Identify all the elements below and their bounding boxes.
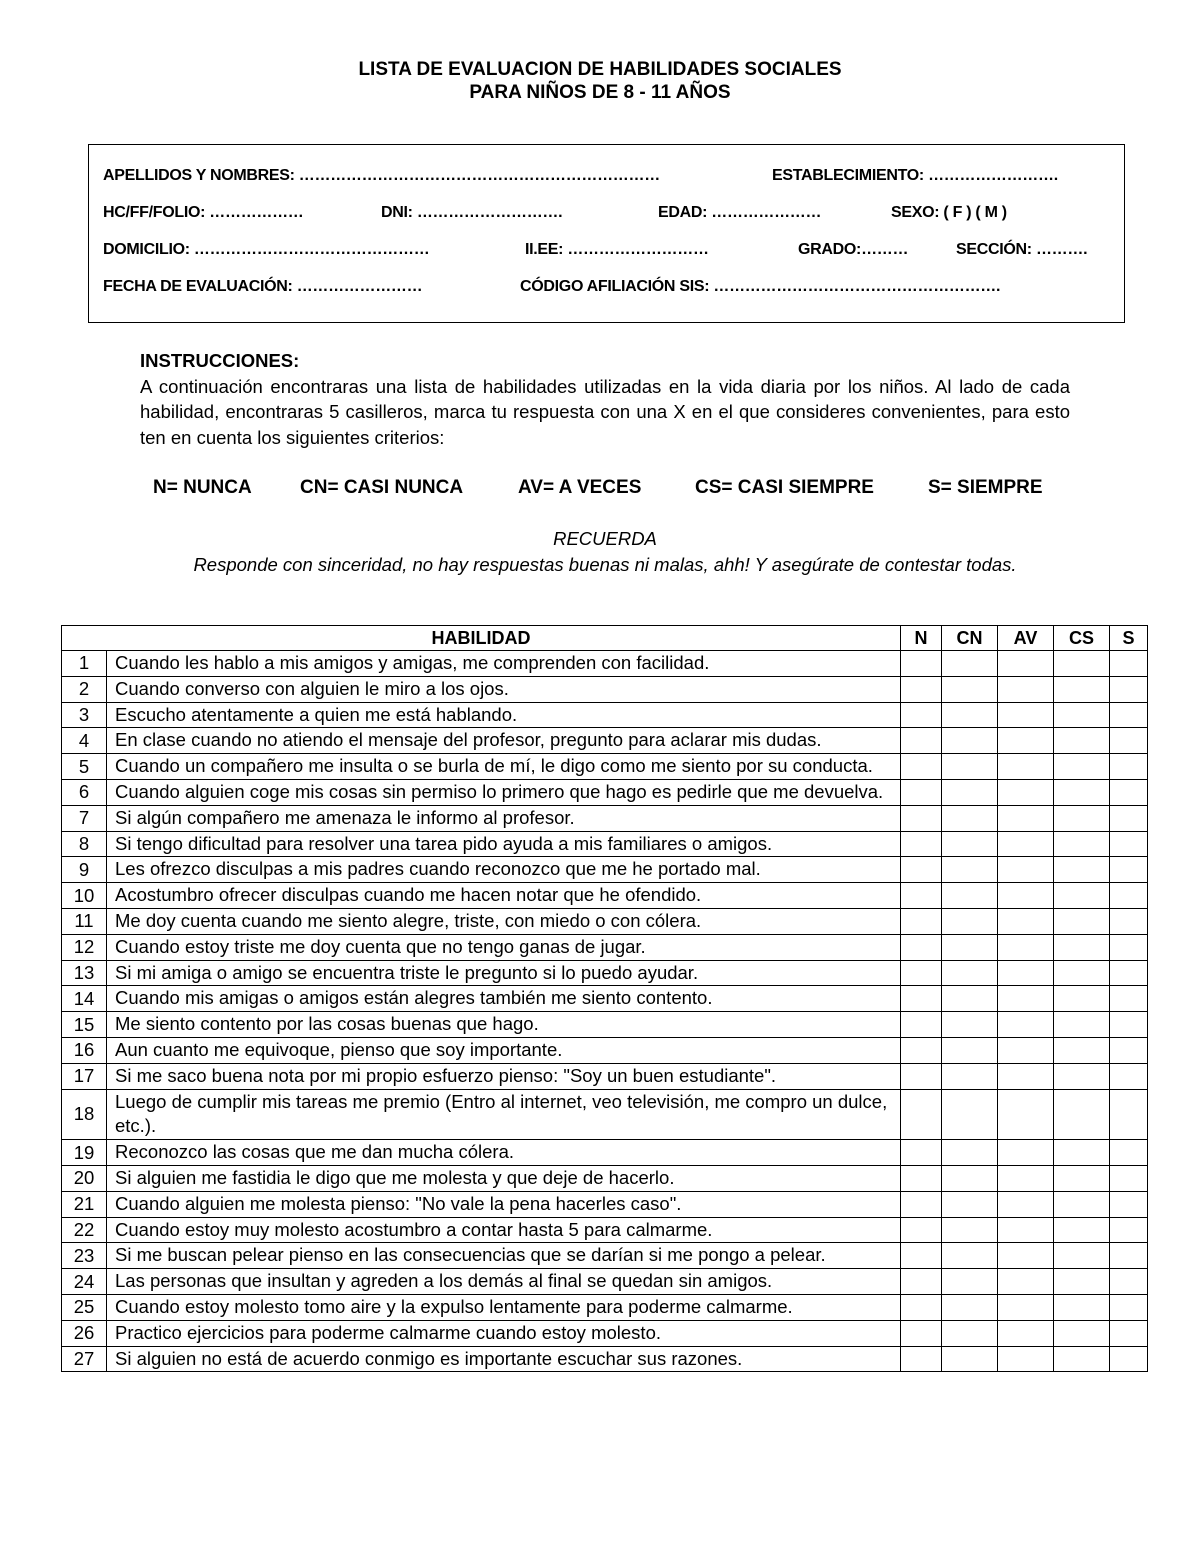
table-row — [62, 805, 1148, 831]
answer-cell-av[interactable] — [998, 1346, 1054, 1372]
header-s: S — [1110, 626, 1148, 651]
table-row — [62, 651, 1148, 677]
answer-cell-n[interactable] — [901, 883, 942, 909]
skill-text: Si me buscan pelear pienso en las consecuencias que se darían si me pongo a pelear. — [107, 1243, 901, 1269]
table-row — [62, 1294, 1148, 1320]
answer-cell-n[interactable] — [901, 1089, 942, 1140]
answer-cell-av[interactable] — [998, 1269, 1054, 1295]
answer-cell-s[interactable] — [1110, 1140, 1148, 1166]
answer-cell-n[interactable] — [901, 702, 942, 728]
answer-cell-cn[interactable] — [942, 857, 998, 883]
answer-cell-cn[interactable] — [942, 831, 998, 857]
skill-text: Si tengo dificultad para resolver una tarea pido ayuda a mis familiares o amigos. — [107, 831, 901, 857]
answer-cell-s[interactable] — [1110, 934, 1148, 960]
header-n: N — [901, 626, 942, 651]
table-row — [62, 779, 1148, 805]
skill-text: Practico ejercicios para poderme calmarme cuando estoy molesto. — [107, 1320, 901, 1346]
row-number: 20 — [62, 1165, 107, 1191]
answer-cell-cs[interactable] — [1054, 960, 1110, 986]
answer-cell-n[interactable] — [901, 1165, 942, 1191]
answer-cell-cn[interactable] — [942, 1294, 998, 1320]
row-number: 7 — [62, 805, 107, 831]
answer-cell-s[interactable] — [1110, 1191, 1148, 1217]
answer-cell-cs[interactable] — [1054, 1140, 1110, 1166]
row-number: 6 — [62, 779, 107, 805]
answer-cell-av[interactable] — [998, 908, 1054, 934]
answer-cell-s[interactable] — [1110, 676, 1148, 702]
answer-cell-av[interactable] — [998, 1089, 1054, 1140]
answer-cell-av[interactable] — [998, 1191, 1054, 1217]
answer-cell-cs[interactable] — [1054, 754, 1110, 780]
answer-cell-cs[interactable] — [1054, 1191, 1110, 1217]
row-number: 23 — [62, 1243, 107, 1269]
answer-cell-cs[interactable] — [1054, 1037, 1110, 1063]
table-row — [62, 754, 1148, 780]
answer-cell-cs[interactable] — [1054, 1012, 1110, 1038]
answer-cell-cn[interactable] — [942, 779, 998, 805]
skill-text: Si alguien me fastidia le digo que me molesta y que deje de hacerlo. — [107, 1165, 901, 1191]
answer-cell-cn[interactable] — [942, 1269, 998, 1295]
instructions-body: A continuación encontraras una lista de habilidades utilizadas en la vida diaria por los niños. Al lado de cada habilidad, encontraras 5 casilleros, marca tu respuesta con una X en el que consideres convenientes, para esto ten en cuenta los siguientes criterios: — [140, 375, 1070, 448]
answer-cell-cn[interactable] — [942, 934, 998, 960]
answer-cell-av[interactable] — [998, 1063, 1054, 1089]
table-row — [62, 702, 1148, 728]
answer-cell-s[interactable] — [1110, 1089, 1148, 1140]
answer-cell-cs[interactable] — [1054, 728, 1110, 754]
table-row — [62, 908, 1148, 934]
row-number: 17 — [62, 1063, 107, 1089]
answer-cell-av[interactable] — [998, 857, 1054, 883]
skill-text: Acostumbro ofrecer disculpas cuando me hacen notar que he ofendido. — [107, 883, 901, 909]
answer-cell-av[interactable] — [998, 805, 1054, 831]
title-line-1: LISTA DE EVALUACION DE HABILIDADES SOCIALES — [358, 59, 842, 80]
answer-cell-cn[interactable] — [942, 1089, 998, 1140]
answer-cell-s[interactable] — [1110, 1165, 1148, 1191]
answer-cell-s[interactable] — [1110, 831, 1148, 857]
answer-cell-cs[interactable] — [1054, 831, 1110, 857]
title-line-2: PARA NIÑOS DE 8 - 11 AÑOS — [469, 82, 731, 103]
answer-cell-av[interactable] — [998, 1294, 1054, 1320]
skills-table — [61, 625, 1148, 1372]
info-row-4 — [103, 278, 1114, 302]
answer-cell-n[interactable] — [901, 1294, 942, 1320]
row-number: 18 — [62, 1089, 107, 1140]
answer-cell-cn[interactable] — [942, 1063, 998, 1089]
header-habilidad: HABILIDAD — [62, 626, 901, 651]
answer-cell-cn[interactable] — [942, 702, 998, 728]
answer-cell-cs[interactable] — [1054, 1269, 1110, 1295]
answer-cell-s[interactable] — [1110, 857, 1148, 883]
answer-cell-cn[interactable] — [942, 1320, 998, 1346]
answer-cell-s[interactable] — [1110, 1037, 1148, 1063]
hc-folio-field[interactable]: HC/FF/FOLIO: ……………… — [103, 204, 304, 221]
skill-text: Cuando estoy muy molesto acostumbro a contar hasta 5 para calmarme. — [107, 1217, 901, 1243]
answer-cell-cn[interactable] — [942, 1217, 998, 1243]
skill-text: En clase cuando no atiendo el mensaje del profesor, pregunto para aclarar mis dudas. — [107, 728, 901, 754]
answer-cell-av[interactable] — [998, 883, 1054, 909]
row-number: 4 — [62, 728, 107, 754]
table-header-row — [62, 626, 1148, 651]
row-number: 3 — [62, 702, 107, 728]
skill-text: Reconozco las cosas que me dan mucha cólera. — [107, 1140, 901, 1166]
establecimiento-field[interactable]: ESTABLECIMIENTO: ……………………. — [772, 167, 1058, 184]
answer-cell-cn[interactable] — [942, 728, 998, 754]
skill-text: Les ofrezco disculpas a mis padres cuando reconozco que me he portado mal. — [107, 857, 901, 883]
table-row — [62, 986, 1148, 1012]
answer-cell-av[interactable] — [998, 702, 1054, 728]
answer-cell-s[interactable] — [1110, 1243, 1148, 1269]
row-number: 2 — [62, 676, 107, 702]
code-casi-nunca: CN= CASI NUNCA — [300, 477, 464, 498]
row-number: 16 — [62, 1037, 107, 1063]
answer-cell-cn[interactable] — [942, 676, 998, 702]
student-info-box — [88, 144, 1125, 323]
row-number: 14 — [62, 986, 107, 1012]
answer-cell-n[interactable] — [901, 1217, 942, 1243]
skill-text: Si algún compañero me amenaza le informo al profesor. — [107, 805, 901, 831]
answer-cell-cs[interactable] — [1054, 883, 1110, 909]
row-number: 10 — [62, 883, 107, 909]
answer-cell-n[interactable] — [901, 908, 942, 934]
skill-text: Me doy cuenta cuando me siento alegre, triste, con miedo o con cólera. — [107, 908, 901, 934]
row-number: 22 — [62, 1217, 107, 1243]
answer-cell-s[interactable] — [1110, 728, 1148, 754]
code-a-veces: AV= A VECES — [518, 477, 642, 498]
answer-cell-n[interactable] — [901, 728, 942, 754]
dni-field[interactable]: DNI: ………………………. — [381, 204, 563, 221]
answer-cell-n[interactable] — [901, 1269, 942, 1295]
answer-cell-n[interactable] — [901, 831, 942, 857]
answer-cell-cs[interactable] — [1054, 1089, 1110, 1140]
table-row — [62, 1191, 1148, 1217]
answer-cell-cs[interactable] — [1054, 702, 1110, 728]
table-row — [62, 1243, 1148, 1269]
answer-cell-n[interactable] — [901, 676, 942, 702]
table-row — [62, 857, 1148, 883]
answer-cell-cs[interactable] — [1054, 1243, 1110, 1269]
answer-cell-cn[interactable] — [942, 1243, 998, 1269]
table-row — [62, 1063, 1148, 1089]
answer-cell-cn[interactable] — [942, 805, 998, 831]
reminder-heading: RECUERDA — [553, 528, 657, 549]
answer-cell-av[interactable] — [998, 728, 1054, 754]
skill-text: Me siento contento por las cosas buenas que hago. — [107, 1012, 901, 1038]
answer-cell-av[interactable] — [998, 960, 1054, 986]
answer-cell-cs[interactable] — [1054, 934, 1110, 960]
answer-cell-n[interactable] — [901, 805, 942, 831]
table-row — [62, 1140, 1148, 1166]
row-number: 12 — [62, 934, 107, 960]
answer-cell-cn[interactable] — [942, 754, 998, 780]
answer-cell-n[interactable] — [901, 1346, 942, 1372]
reminder-body: Responde con sinceridad, no hay respuestas buenas ni malas, ahh! Y asegúrate de contestar todas. — [193, 553, 1017, 575]
document-title — [0, 58, 1200, 104]
header-av: AV — [998, 626, 1054, 651]
answer-cell-av[interactable] — [998, 1320, 1054, 1346]
skill-text: Cuando estoy triste me doy cuenta que no tengo ganas de jugar. — [107, 934, 901, 960]
row-number: 5 — [62, 754, 107, 780]
iee-field[interactable]: II.EE: ……………………… — [525, 241, 709, 258]
answer-cell-cn[interactable] — [942, 651, 998, 677]
answer-cell-av[interactable] — [998, 651, 1054, 677]
answer-cell-s[interactable] — [1110, 702, 1148, 728]
answer-cell-n[interactable] — [901, 857, 942, 883]
row-number: 15 — [62, 1012, 107, 1038]
answer-cell-av[interactable] — [998, 1243, 1054, 1269]
answer-cell-n[interactable] — [901, 1243, 942, 1269]
answer-cell-s[interactable] — [1110, 805, 1148, 831]
answer-cell-cs[interactable] — [1054, 676, 1110, 702]
answer-cell-n[interactable] — [901, 1012, 942, 1038]
answer-cell-n[interactable] — [901, 1320, 942, 1346]
skill-text: Cuando alguien me molesta pienso: "No vale la pena hacerles caso". — [107, 1191, 901, 1217]
answer-cell-n[interactable] — [901, 934, 942, 960]
answer-cell-cn[interactable] — [942, 1346, 998, 1372]
skills-table-body — [62, 651, 1148, 1372]
table-row — [62, 1037, 1148, 1063]
table-row — [62, 1217, 1148, 1243]
skill-text: Las personas que insultan y agreden a los demás al final se quedan sin amigos. — [107, 1269, 901, 1295]
row-number: 9 — [62, 857, 107, 883]
answer-cell-s[interactable] — [1110, 883, 1148, 909]
table-row — [62, 1269, 1148, 1295]
answer-cell-cs[interactable] — [1054, 779, 1110, 805]
table-row — [62, 1012, 1148, 1038]
answer-cell-cs[interactable] — [1054, 1346, 1110, 1372]
answer-cell-av[interactable] — [998, 1012, 1054, 1038]
answer-cell-cn[interactable] — [942, 1140, 998, 1166]
answer-cell-cs[interactable] — [1054, 908, 1110, 934]
row-number: 8 — [62, 831, 107, 857]
answer-cell-n[interactable] — [901, 1191, 942, 1217]
row-number: 11 — [62, 908, 107, 934]
code-casi-siempre: CS= CASI SIEMPRE — [695, 477, 874, 498]
answer-cell-cs[interactable] — [1054, 805, 1110, 831]
answer-cell-cn[interactable] — [942, 986, 998, 1012]
answer-cell-s[interactable] — [1110, 1320, 1148, 1346]
answer-cell-s[interactable] — [1110, 1346, 1148, 1372]
skill-text: Aun cuanto me equivoque, pienso que soy importante. — [107, 1037, 901, 1063]
skill-text: Cuando un compañero me insulta o se burla de mí, le digo como me siento por su conducta. — [107, 754, 901, 780]
answer-cell-av[interactable] — [998, 934, 1054, 960]
table-row — [62, 728, 1148, 754]
header-cs: CS — [1054, 626, 1110, 651]
info-row-3 — [103, 241, 1114, 265]
apellidos-field[interactable]: APELLIDOS Y NOMBRES: …………………………………………………………… — [103, 167, 660, 184]
domicilio-field[interactable]: DOMICILIO: ……………………………………… — [103, 241, 430, 258]
row-number: 19 — [62, 1140, 107, 1166]
answer-cell-cn[interactable] — [942, 960, 998, 986]
answer-cell-s[interactable] — [1110, 779, 1148, 805]
instructions-heading: INSTRUCCIONES: — [140, 350, 300, 371]
answer-cell-n[interactable] — [901, 779, 942, 805]
answer-cell-cs[interactable] — [1054, 1320, 1110, 1346]
instructions-section — [140, 348, 1070, 450]
skill-text: Cuando converso con alguien le miro a los ojos. — [107, 676, 901, 702]
codigo-sis-field[interactable]: CÓDIGO AFILIACIÓN SIS: ………………………………………………. — [520, 278, 1001, 295]
skill-text: Escucho atentamente a quien me está hablando. — [107, 702, 901, 728]
seccion-field[interactable]: SECCIÓN: ………. — [956, 241, 1088, 258]
answer-cell-av[interactable] — [998, 1037, 1054, 1063]
skill-text: Luego de cumplir mis tareas me premio (Entro al internet, veo televisión, me compro un dulce, etc.). — [107, 1089, 901, 1140]
edad-field[interactable]: EDAD: ………………… — [658, 204, 822, 221]
table-row — [62, 831, 1148, 857]
row-number: 1 — [62, 651, 107, 677]
answer-cell-s[interactable] — [1110, 908, 1148, 934]
answer-cell-s[interactable] — [1110, 1269, 1148, 1295]
answer-cell-cs[interactable] — [1054, 986, 1110, 1012]
skill-text: Cuando les hablo a mis amigos y amigas, me comprenden con facilidad. — [107, 651, 901, 677]
table-row — [62, 934, 1148, 960]
info-row-1 — [103, 167, 1114, 191]
code-nunca: N= NUNCA — [153, 477, 252, 498]
answer-cell-s[interactable] — [1110, 651, 1148, 677]
answer-cell-cn[interactable] — [942, 1165, 998, 1191]
answer-cell-cs[interactable] — [1054, 1165, 1110, 1191]
answer-cell-cn[interactable] — [942, 1037, 998, 1063]
skill-text: Cuando alguien coge mis cosas sin permiso lo primero que hago es pedirle que me devuelva. — [107, 779, 901, 805]
answer-cell-cn[interactable] — [942, 883, 998, 909]
code-siempre: S= SIEMPRE — [928, 477, 1043, 498]
answer-cell-cs[interactable] — [1054, 1063, 1110, 1089]
answer-cell-s[interactable] — [1110, 960, 1148, 986]
table-row — [62, 883, 1148, 909]
answer-cell-s[interactable] — [1110, 754, 1148, 780]
answer-cell-av[interactable] — [998, 754, 1054, 780]
row-number: 13 — [62, 960, 107, 986]
table-row — [62, 1346, 1148, 1372]
table-row — [62, 1320, 1148, 1346]
answer-cell-s[interactable] — [1110, 1217, 1148, 1243]
answer-cell-cs[interactable] — [1054, 651, 1110, 677]
answer-cell-av[interactable] — [998, 1165, 1054, 1191]
answer-cell-s[interactable] — [1110, 986, 1148, 1012]
row-number: 26 — [62, 1320, 107, 1346]
fecha-evaluacion-field[interactable]: FECHA DE EVALUACIÓN: …………………… — [103, 278, 423, 295]
answer-cell-s[interactable] — [1110, 1012, 1148, 1038]
table-row — [62, 1089, 1148, 1140]
skill-text: Si me saco buena nota por mi propio esfuerzo pienso: "Soy un buen estudiante". — [107, 1063, 901, 1089]
answer-cell-n[interactable] — [901, 1037, 942, 1063]
answer-cell-n[interactable] — [901, 1140, 942, 1166]
reminder-section — [150, 526, 1060, 577]
skill-text: Si mi amiga o amigo se encuentra triste le pregunto si lo puedo ayudar. — [107, 960, 901, 986]
answer-cell-n[interactable] — [901, 1063, 942, 1089]
answer-cell-cn[interactable] — [942, 908, 998, 934]
answer-cell-n[interactable] — [901, 754, 942, 780]
answer-cell-n[interactable] — [901, 986, 942, 1012]
table-row — [62, 676, 1148, 702]
answer-cell-av[interactable] — [998, 831, 1054, 857]
answer-cell-av[interactable] — [998, 1217, 1054, 1243]
skill-text: Cuando mis amigas o amigos están alegres también me siento contento. — [107, 986, 901, 1012]
row-number: 21 — [62, 1191, 107, 1217]
answer-cell-cs[interactable] — [1054, 1217, 1110, 1243]
answer-cell-av[interactable] — [998, 1140, 1054, 1166]
info-row-2 — [103, 204, 1114, 228]
answer-cell-av[interactable] — [998, 986, 1054, 1012]
row-number: 24 — [62, 1269, 107, 1295]
answer-cell-cn[interactable] — [942, 1012, 998, 1038]
table-row — [62, 960, 1148, 986]
answer-cell-av[interactable] — [998, 779, 1054, 805]
skill-text: Si alguien no está de acuerdo conmigo es importante escuchar sus razones. — [107, 1346, 901, 1372]
row-number: 25 — [62, 1294, 107, 1320]
skill-text: Cuando estoy molesto tomo aire y la expulso lentamente para poderme calmarme. — [107, 1294, 901, 1320]
sexo-field[interactable]: SEXO: ( F ) ( M ) — [891, 204, 1007, 221]
answer-cell-s[interactable] — [1110, 1294, 1148, 1320]
answer-cell-cs[interactable] — [1054, 857, 1110, 883]
answer-cell-cn[interactable] — [942, 1191, 998, 1217]
grado-field[interactable]: GRADO:……… — [798, 241, 909, 258]
answer-cell-n[interactable] — [901, 960, 942, 986]
answer-cell-n[interactable] — [901, 651, 942, 677]
row-number: 27 — [62, 1346, 107, 1372]
answer-cell-av[interactable] — [998, 676, 1054, 702]
answer-cell-cs[interactable] — [1054, 1294, 1110, 1320]
header-cn: CN — [942, 626, 998, 651]
table-row — [62, 1165, 1148, 1191]
answer-cell-s[interactable] — [1110, 1063, 1148, 1089]
